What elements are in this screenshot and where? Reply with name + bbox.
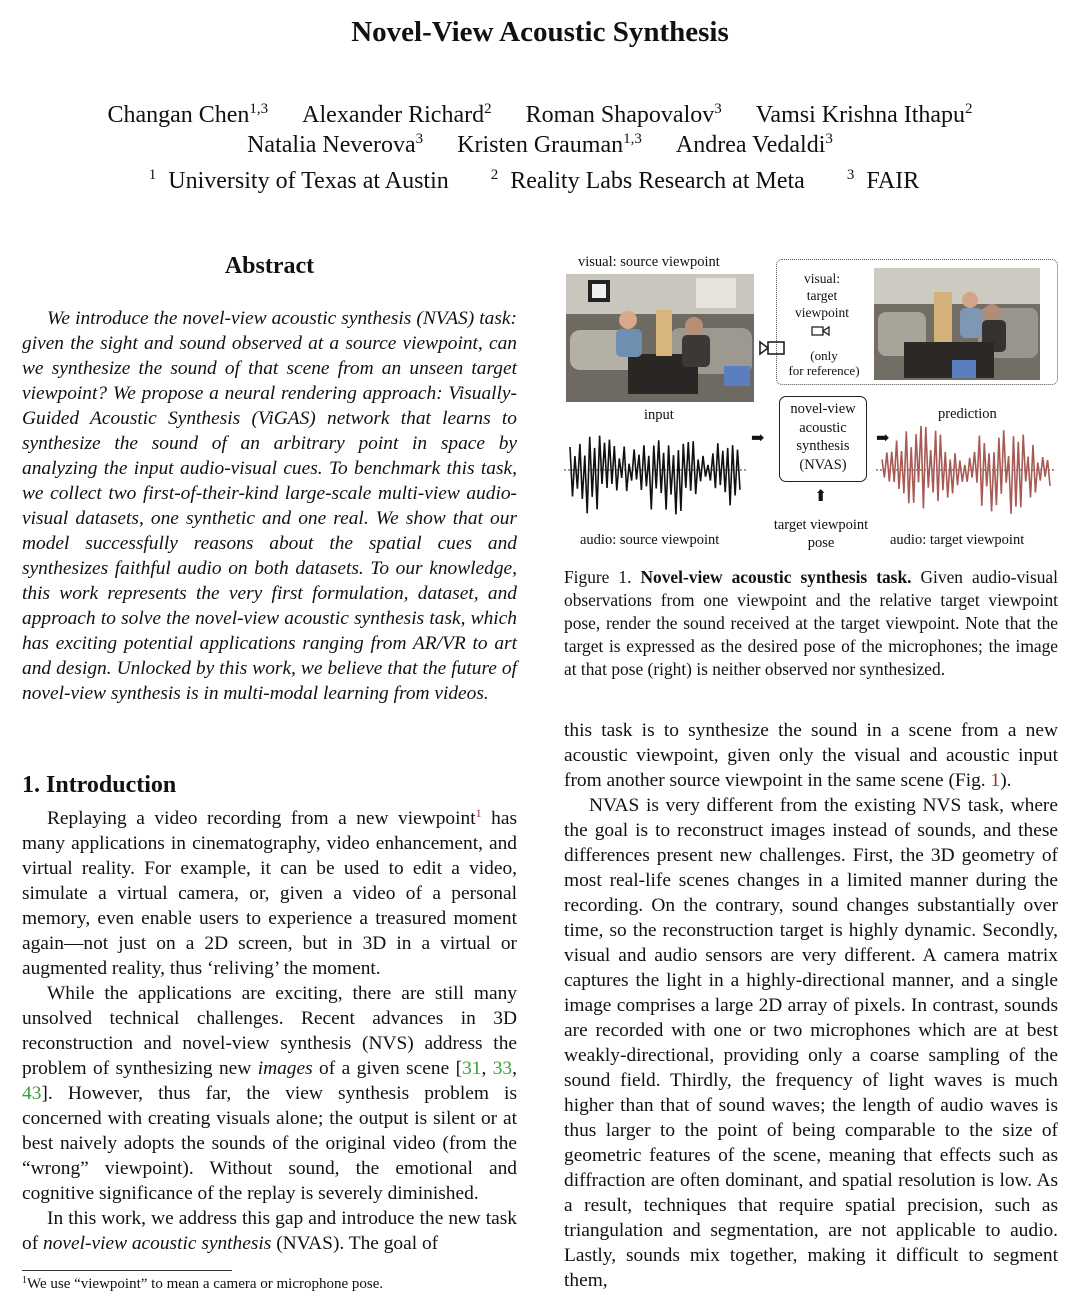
citation-link[interactable]: 31 — [462, 1058, 482, 1079]
audio-source-label: audio: source viewpoint — [580, 532, 720, 548]
introduction-body — [22, 806, 517, 1256]
paragraph: this task is to synthesize the sound in a scene from a new acoustic viewpoint, given only the visual and acoustic input from another source viewpoint in the same scene (Fig. 1). — [564, 720, 1058, 791]
pose-label: target viewpoint pose — [773, 517, 869, 551]
author: Kristen Grauman$^{1,3}$ — [457, 131, 642, 158]
audio-target-label: audio: target viewpoint — [890, 532, 1025, 548]
section-heading-introduction: 1. Introduction — [22, 772, 177, 798]
author: Vamsi Krishna Ithapu$^2$ — [755, 101, 973, 128]
target-view-photo — [874, 268, 1040, 380]
paragraph: NVAS is very different from the existing NVS task, where the goal is to reconstruct images instead of sounds, and these differences present new challenges. First, the 3D geometry of most real-life scenes changes in a limited manner during the recording. On the contrary, sound changes substantially over time, so the reconstruction target is highly dynamic. Secondly, visual and audio sensors are very different. A camera matrix captures the light in a highly-directional manner, and a single image comprises a large 2D array of pixels. In contrast, sounds are recorded with one or two microphones which are at best weakly-directional, providing only a coarse sampling of the sound field. Thirdly, the frequency of light waves is much higher than that of sound waves; the length of audio waves is thus larger to the point of being comparable to the size of geometric features of the scene, meaning that effects such as diffraction are often dominant, and spatial resolution is low. As a result, techniques that require spatial precision, such as triangulation and segmentation, are not applicable to audio. Lastly, sounds mix together, making it difficult to segment them, — [564, 795, 1058, 1291]
author: Andrea Vedaldi$^3$ — [675, 131, 833, 158]
camera-icon — [811, 325, 831, 337]
prediction-label: prediction — [938, 406, 997, 422]
arrow-right-icon: ➡ — [876, 430, 890, 447]
reference-note: (only for reference) — [788, 348, 860, 378]
abstract-text: We introduce the novel-view acoustic synthesis (NVAS) task: given the sight and sound observed at a source viewpoint, can we synthesize the sound of that scene from an unseen target viewpoint? We propose a neural rendering approach: Visually-Guided Acoustic Synthesis (ViGAS) network that learns to synthesize the sound of an arbitrary point in space by analyzing the input audio-visual cues. To benchmark this task, we collect two first-of-their-kind large-scale multi-view audio-visual datasets, one synthetic and one real. We show that our model successfully reasons about the spatial cues and synthesizes faithful audio on both datasets. To our knowledge, this work represents the very first formulation, dataset, and approach to solve the novel-view acoustic synthesis task, which has exciting potential applications ranging from AR/VR to art and design. Unlocked by this work, we believe that the future of novel-view synthesis is in multi-modal learning from videos. — [22, 308, 517, 704]
figure-1 — [564, 252, 1060, 552]
affiliation: $^1$ University of Texas at Austin — [148, 167, 449, 194]
author: Roman Shapovalov$^3$ — [525, 101, 722, 128]
target-viewpoint-label: visual: target viewpoint — [795, 271, 849, 320]
arrow-right-icon: ➡ — [751, 430, 765, 447]
footnote: $^1$We use “viewpoint” to mean a camera or microphone pose. — [22, 1275, 384, 1292]
author: Changan Chen$^{1,3}$ — [107, 101, 269, 128]
author-row — [0, 130, 1080, 160]
source-view-photo — [566, 274, 754, 402]
footnote-rule — [22, 1270, 232, 1271]
figure-reference-link[interactable]: 1 — [990, 770, 1001, 791]
affiliation: $^2$ Reality Labs Research at Meta — [490, 167, 805, 194]
affiliations — [0, 166, 1080, 196]
paper-title: Novel-View Acoustic Synthesis — [351, 16, 729, 48]
figure-caption: Figure 1. Novel-view acoustic synthesis task. Given audio-visual observations from one viewpoint and the relative target viewpoint pose, render the sound received at the target viewpoint. Note that the target is expressed as the desired pose of the microphones; the image at that pose (right) is neither observed nor synthesized. — [564, 567, 1058, 679]
prediction-waveform — [876, 418, 1056, 522]
citation-link[interactable]: 43 — [22, 1083, 42, 1104]
affiliation: $^3$ FAIR — [846, 167, 920, 194]
right-column-body — [564, 718, 1058, 1293]
citation-link[interactable]: 33 — [492, 1058, 513, 1079]
input-label: input — [644, 407, 674, 423]
abstract-heading: Abstract — [224, 253, 315, 279]
arrow-up-icon: ⬆ — [814, 488, 828, 505]
paragraph: While the applications are exciting, there are still many unsolved technical challenges. Recent advances in 3D reconstruction and novel-view synthesis (NVS) address the problem of synthesizing new images of a given scene [31, 33, 43]. However, thus far, the view synthesis problem is concerned with creating visuals alone; the output is silent or at best naively adopts the sounds of the original video (from the “wrong” viewpoint). Without sound, the emotional and cognitive significance of the replay is severely diminished. — [22, 983, 517, 1204]
paragraph: Replaying a video recording from a new viewpoint$^1$ has many applications in cinematography, video enhancement, and virtual reality. For example, it can be used to edit a video, simulate a virtual camera, or, given a video of a personal memory, even enable users to experience a treasured moment again—not just on a 2D screen, but in 3D in a virtual or augmented reality, thus ‘reliving’ the moment. — [22, 806, 517, 979]
nvas-box: novel-view acoustic synthesis (NVAS) — [779, 396, 867, 482]
source-viewpoint-label: visual: source viewpoint — [578, 254, 720, 270]
footnote-marker[interactable]: 1 — [475, 806, 482, 820]
author: Alexander Richard$^2$ — [302, 101, 492, 128]
author: Natalia Neverova$^3$ — [247, 131, 424, 158]
input-waveform — [564, 418, 746, 522]
paragraph: In this work, we address this gap and introduce the new task of novel-view acoustic synthesis (NVAS). The goal of — [22, 1208, 517, 1254]
waveform-line — [570, 436, 740, 515]
waveform-line — [882, 426, 1050, 514]
author-row — [0, 100, 1080, 130]
